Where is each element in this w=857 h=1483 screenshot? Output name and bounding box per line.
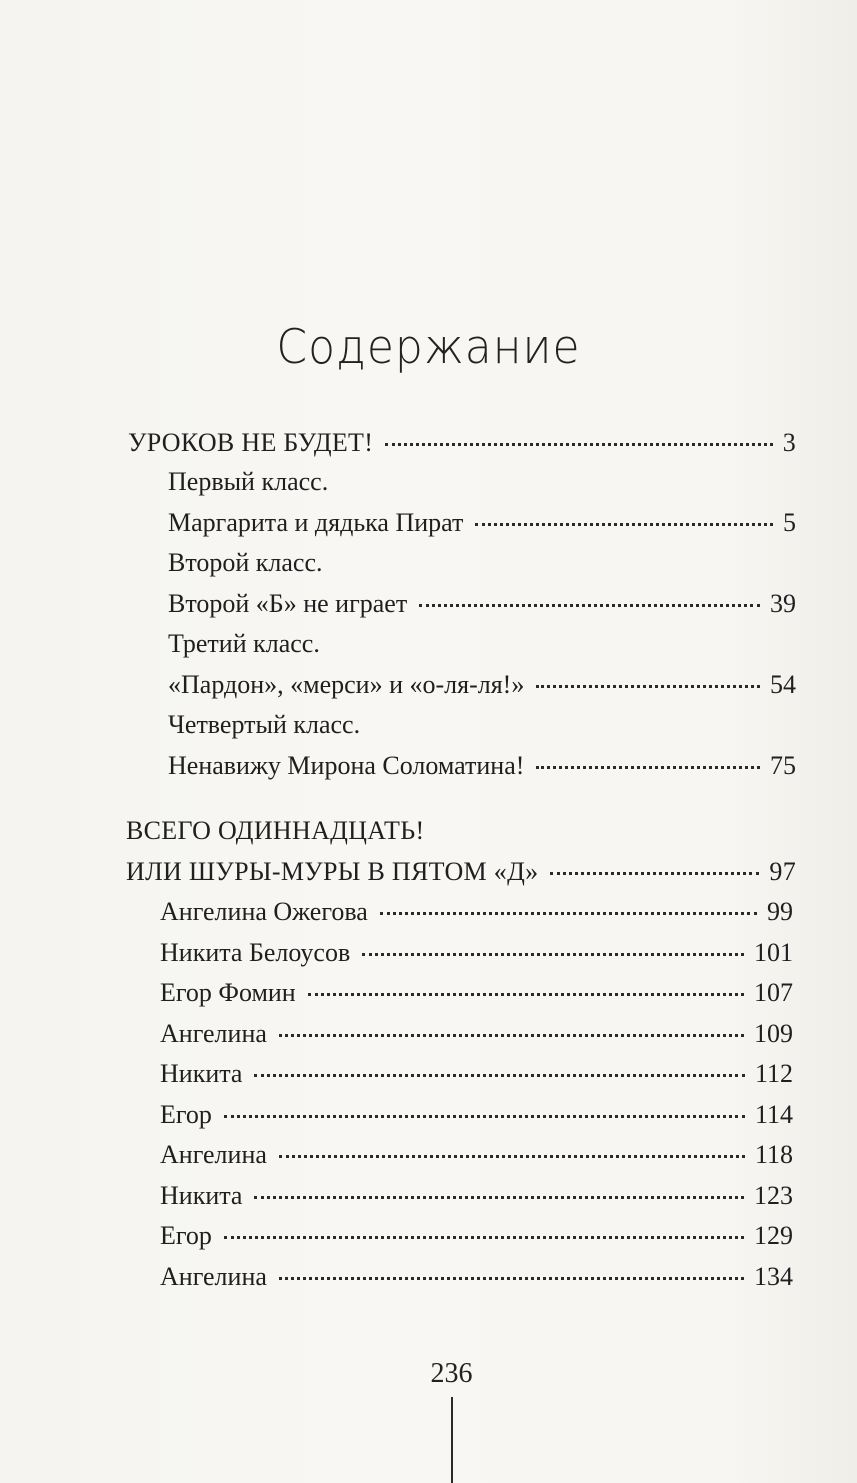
toc-entry[interactable] <box>160 1181 793 1221</box>
dot-leader <box>279 1034 744 1037</box>
toc-entry[interactable] <box>160 1019 793 1059</box>
dot-leader <box>536 766 760 769</box>
toc-entry-part-1[interactable] <box>128 428 796 468</box>
toc-entry-page: 75 <box>770 751 796 780</box>
toc-subheading <box>168 710 796 750</box>
toc-entry[interactable] <box>160 1100 793 1140</box>
toc-entry-page: 118 <box>754 1140 793 1169</box>
dot-leader <box>475 523 773 526</box>
toc-subheading-label: Второй класс. <box>168 548 323 577</box>
toc-entry-title: УРОКОВ НЕ БУДЕТ! <box>128 428 374 457</box>
toc-entry[interactable] <box>160 978 793 1018</box>
toc-entry-title: Ангелина Ожегова <box>160 897 368 926</box>
page-number-rule <box>451 1397 453 1483</box>
dot-leader <box>254 1196 744 1199</box>
dot-leader <box>279 1155 745 1158</box>
dot-leader <box>224 1115 745 1118</box>
dot-leader <box>550 872 759 875</box>
toc-subheading-label: Первый класс. <box>168 467 329 496</box>
toc-entry-page: 3 <box>782 428 796 457</box>
toc-entry-page: 109 <box>754 1019 793 1048</box>
toc-entry-page: 39 <box>770 589 796 618</box>
dot-leader <box>254 1074 744 1077</box>
toc-part-2-title-line-1 <box>126 816 796 856</box>
toc-entry-page: 123 <box>754 1181 793 1210</box>
toc-entry[interactable] <box>160 1059 793 1099</box>
dot-leader <box>279 1277 744 1280</box>
toc-entry-page: 5 <box>783 508 796 537</box>
toc-entry[interactable] <box>160 1221 793 1261</box>
toc-entry-title: Егор Фомин <box>160 978 296 1007</box>
toc-entry[interactable] <box>160 1262 793 1302</box>
dot-leader <box>419 604 760 607</box>
toc-entry-title: Ангелина <box>160 1019 267 1048</box>
dot-leader <box>308 993 744 996</box>
toc-entry-page: 114 <box>754 1100 793 1129</box>
toc-entry-part-2[interactable] <box>126 857 796 897</box>
toc-subheading-label: Третий класс. <box>168 629 320 658</box>
toc-entry-title: ВСЕГО ОДИННАДЦАТЬ! <box>126 816 425 845</box>
toc-entry[interactable] <box>160 938 793 978</box>
toc-entry-page: 134 <box>754 1262 793 1291</box>
toc-entry-title: Никита <box>160 1059 243 1088</box>
toc-entry-page: 54 <box>770 670 796 699</box>
toc-entry-page: 129 <box>754 1221 793 1250</box>
toc-entry-title: Маргарита и дядька Пират <box>168 508 464 537</box>
toc-subheading <box>168 467 796 507</box>
toc-entry[interactable] <box>160 1140 793 1180</box>
toc-subheading-label: Четвертый класс. <box>168 710 361 739</box>
toc-entry-title: Второй «Б» не играет <box>168 589 408 618</box>
toc-entry-title: «Пардон», «мерси» и «о-ля-ля!» <box>168 670 525 699</box>
toc-subheading <box>168 629 796 669</box>
toc-subheading <box>168 548 796 588</box>
toc-entry-title: ИЛИ ШУРЫ-МУРЫ В ПЯТОМ «Д» <box>126 857 539 886</box>
toc-entry-page: 97 <box>769 857 796 886</box>
toc-entry-page: 101 <box>754 938 793 967</box>
page-number: 236 <box>430 1358 473 1389</box>
dot-leader <box>385 443 773 446</box>
toc-entry[interactable] <box>168 589 796 629</box>
toc-entry-page: 107 <box>754 978 793 1007</box>
dot-leader <box>362 953 744 956</box>
toc-entry[interactable] <box>168 670 796 710</box>
toc-entry[interactable] <box>160 897 793 937</box>
toc-entry-title: Ангелина <box>160 1262 267 1291</box>
toc-entry-title: Егор <box>160 1100 212 1129</box>
toc-entry-title: Ненавижу Мирона Соломатина! <box>168 751 525 780</box>
toc-entry-page: 112 <box>754 1059 793 1088</box>
dot-leader <box>224 1236 744 1239</box>
toc-entry-title: Ангелина <box>160 1140 267 1169</box>
toc-entry-title: Никита <box>160 1181 243 1210</box>
toc-entry-title: Никита Белоусов <box>160 938 351 967</box>
toc-entry[interactable] <box>168 508 796 548</box>
toc-heading: Содержание <box>276 319 581 376</box>
dot-leader <box>536 685 760 688</box>
dot-leader <box>380 912 757 915</box>
toc-entry-title: Егор <box>160 1221 212 1250</box>
toc-entry[interactable] <box>168 751 796 791</box>
toc-entry-page: 99 <box>767 897 793 926</box>
